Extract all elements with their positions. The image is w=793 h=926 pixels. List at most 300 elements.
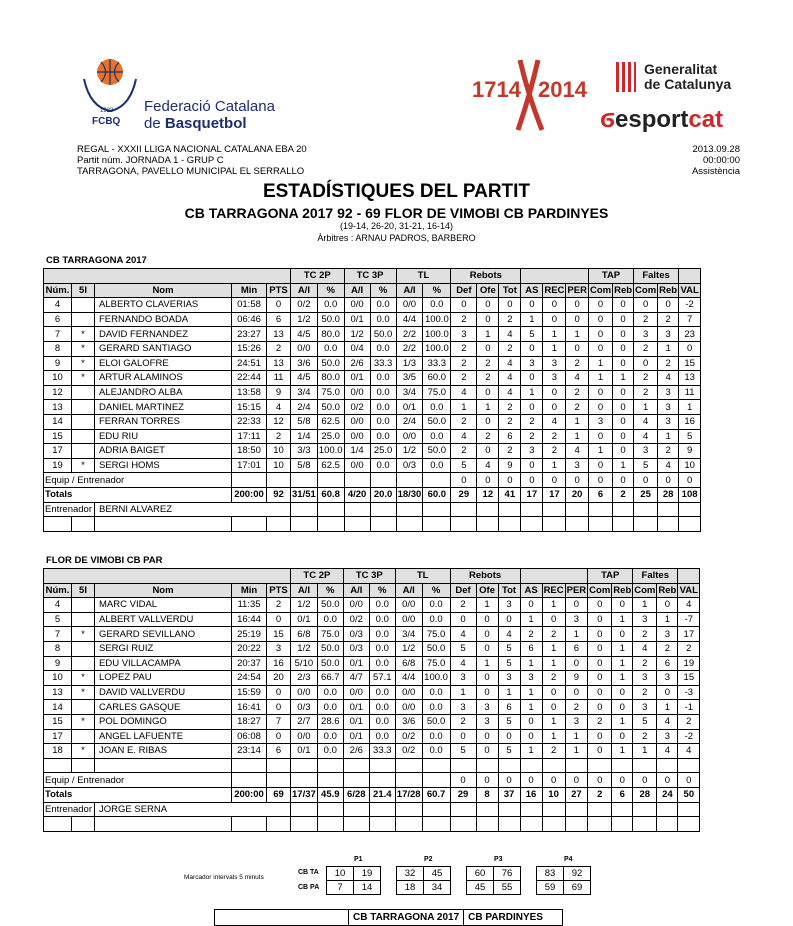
blank-cell [396,517,423,532]
blank-cell [343,817,369,832]
player-row [44,671,700,686]
stat-cell: 0.0 [317,744,343,759]
totals-row [44,487,701,502]
blank-cell [291,802,318,817]
stat-cell: 3 [633,612,657,627]
stat-cell: 2 [450,598,476,613]
stat-cell: 0 [588,744,612,759]
player-number: 19 [44,458,72,473]
bottom-summary-table [214,909,563,926]
stat-cell: 0 [679,341,701,356]
column-header: Reb [658,584,677,596]
blank-cell [395,817,422,832]
stat-cell: 0/0 [344,458,370,473]
interval-score: 19 [354,867,381,881]
gencat-name [644,62,731,92]
stat-cell: 1 [520,700,542,715]
stat-cell: 23 [679,327,701,342]
stat-cell: 1 [542,729,565,744]
stat-cell: 23:14 [232,744,267,759]
stat-cell: 25.0 [317,429,344,444]
stat-cell: 0 [613,473,634,488]
stat-cell: 0 [657,598,678,613]
stat-cell: 0 [267,298,291,313]
stat-cell: 2 [543,429,566,444]
stat-cell: 0 [521,400,543,415]
stat-cell: 0.0 [369,685,395,700]
stat-cell [72,641,95,656]
stat-cell: 0 [520,714,542,729]
blank-cell [520,802,542,817]
stat-cell: 0.0 [370,400,396,415]
stat-cell: 2 [451,312,477,327]
player-number: 17 [44,729,72,744]
stat-cell: 3/3 [291,444,318,459]
stat-cell: 50.0 [370,327,396,342]
stat-cell: 5 [498,744,520,759]
player-name: LOPEZ PAU [95,671,232,686]
stat-cell: 4 [634,429,658,444]
blank-cell [612,802,633,817]
stat-cell: 0 [612,729,633,744]
blank-cell [423,502,451,517]
stat-cell: 0 [613,400,634,415]
stat-cell: 1 [477,327,499,342]
interval-score: 7 [327,881,354,895]
player-number: 14 [44,700,72,715]
stat-cell: 0 [612,627,633,642]
stat-cell: 9 [679,444,701,459]
header-row-groups [44,269,701,284]
player-number: 8 [44,641,72,656]
player-name: MARC VIDAL [95,598,232,613]
stat-cell: 24:54 [232,671,267,686]
stat-cell: -2 [678,729,700,744]
competition: REGAL - XXXII LLIGA NACIONAL CATALANA EBA 20 [77,144,307,155]
column-header: Ofe [476,583,498,598]
blank-cell [344,517,370,532]
stat-cell: 0 [588,458,612,473]
federation-line2-bold: Basquetbol [164,115,247,132]
stat-cell: 0 [520,598,542,613]
stat-cell: 1 [542,641,565,656]
stat-cell: -1 [678,700,700,715]
stat-cell: 0 [476,729,498,744]
stat-cell: 1/2 [291,312,318,327]
stat-cell [72,312,95,327]
blank-cell [291,502,318,517]
blank-cell [542,758,565,773]
stat-cell: 3 [476,714,498,729]
stat-cell: 0/0 [291,729,318,744]
stat-cell: 2 [451,341,477,356]
stat-cell: 1 [476,656,498,671]
stat-cell: -2 [679,298,701,313]
blank-cell [451,517,477,532]
stat-cell: 2/4 [396,414,423,429]
stat-cell: 0 [588,400,612,415]
coach-label: Entrenador [44,502,95,517]
stat-cell: 0 [613,298,634,313]
totals-label: Totals [44,487,232,502]
stat-cell: 9 [499,458,521,473]
column-header: Def [451,283,477,298]
stat-cell: 2 [678,714,700,729]
stat-cell: 3 [565,714,588,729]
stat-cell: 17:11 [232,429,267,444]
stat-cell: 0/0 [343,598,369,613]
stat-cell: 5 [633,714,657,729]
stat-cell: 1/2 [344,327,370,342]
stat-cell: 1/3 [396,356,423,371]
blank-cell [95,758,232,773]
stat-cell: 1 [612,656,633,671]
column-header: A/I [291,583,318,598]
header-blank [520,569,588,584]
stat-cell: 6 [267,312,291,327]
header-tc2p: TC 2P [291,569,344,584]
stat-cell: 0.0 [422,685,450,700]
stat-cell: 3 [520,671,542,686]
stat-cell: 2 [588,714,612,729]
stat-cell: 0.0 [369,627,395,642]
stat-cell: 0 [565,656,588,671]
stat-cell: 0/0 [291,685,318,700]
stat-cell: 22:33 [232,414,267,429]
stat-cell: 2 [499,444,521,459]
stat-cell: 1 [566,327,589,342]
stat-cell: 5 [498,656,520,671]
blank-cell [232,517,267,532]
blank-cell [395,758,422,773]
player-number: 6 [44,312,72,327]
stat-cell: 2/3 [291,671,318,686]
stat-cell: * [72,327,95,342]
stat-cell: 15 [267,627,291,642]
scoreboard-label: Marcador intervals 5 minuts [184,874,264,881]
stat-cell: 0 [566,298,589,313]
stat-cell: 0.0 [370,371,396,386]
column-header: Núm. [44,583,72,598]
blank-cell [422,773,450,788]
stat-cell: 5/8 [291,458,318,473]
stat-cell: 2 [543,444,566,459]
blank-cell [72,817,95,832]
stat-cell: 16 [679,414,701,429]
stat-cell: 0 [542,685,565,700]
stat-cell: 33.3 [370,356,396,371]
total-cell: 10 [542,787,565,802]
stat-cell: 0.0 [423,458,451,473]
stat-cell: 18:27 [232,714,267,729]
stat-cell: 0/3 [343,627,369,642]
stat-cell: 4 [633,641,657,656]
column-header: % [369,583,395,598]
stat-cell: 0 [613,429,634,444]
stat-cell: 2 [499,400,521,415]
bottom-team2: CB PARDINYES [464,910,563,926]
stat-cell: 0/3 [343,641,369,656]
period-label: P3 [494,856,503,863]
blank-cell [370,502,396,517]
stat-cell: 0/1 [343,714,369,729]
column-header: Reb [613,584,632,596]
stat-cell: 6 [657,656,678,671]
stat-cell: 0 [476,671,498,686]
stat-cell: 4 [658,458,679,473]
stat-cell: 16:44 [232,612,267,627]
team-equip-row [44,473,701,488]
federation-line2 [144,115,275,132]
stat-cell: 0/0 [344,298,370,313]
stat-cell [72,444,95,459]
column-header: PTS [267,583,291,598]
stat-cell: 0 [476,685,498,700]
blank-cell [369,817,395,832]
stat-cell: 3/4 [396,385,423,400]
blank-row [44,517,701,532]
stat-cell: 3/6 [395,714,422,729]
total-cell: 20.0 [370,487,396,502]
stat-cell: 0 [588,700,612,715]
fcbq-year: 1923 [100,108,114,114]
blank-cell [422,802,450,817]
stat-cell: 20:37 [232,656,267,671]
total-cell: 27 [565,787,588,802]
total-cell: 29 [450,787,476,802]
stat-cell: 0/0 [343,685,369,700]
stat-cell: 1 [633,744,657,759]
stat-cell: 0 [521,371,543,386]
stat-cell: * [72,627,95,642]
stat-cell: 0/2 [395,744,422,759]
player-name: FERRAN TORRES [95,414,232,429]
stat-cell: 2 [634,312,658,327]
stat-cell: 50.0 [317,641,343,656]
scoreboard-team-b: CB PA [298,884,320,891]
stat-cell: 0 [543,473,566,488]
player-number: 8 [44,341,72,356]
stat-cell: 0/3 [291,700,318,715]
stat-cell: 0 [521,458,543,473]
stat-cell: 33.3 [423,356,451,371]
stat-cell: 2 [477,356,499,371]
player-number: 13 [44,400,72,415]
blank-cell [317,502,344,517]
interval-score: 55 [494,881,521,895]
stat-cell: 0.0 [317,298,344,313]
player-number: 17 [44,444,72,459]
interval-score: 32 [397,867,424,881]
blank-cell [634,517,658,532]
blank-cell [344,502,370,517]
stat-cell: 6 [565,641,588,656]
stat-cell: 0 [267,612,291,627]
total-cell: 20 [566,487,589,502]
blank-cell [678,758,700,773]
blank-cell [476,758,498,773]
stat-cell: 3/4 [395,627,422,642]
player-name: SERGI RUIZ [95,641,232,656]
stat-cell: 2 [657,641,678,656]
total-cell: 45.9 [317,787,343,802]
player-name: ANGEL LAFUENTE [95,729,232,744]
stat-cell: 2 [658,356,679,371]
stat-cell: 0 [588,473,612,488]
blank-cell [588,802,612,817]
stat-cell: 2 [566,400,589,415]
player-row [44,312,701,327]
stat-cell: 3 [658,414,679,429]
player-row [44,341,701,356]
stat-cell: 13 [267,327,291,342]
blank-cell [423,473,451,488]
stat-cell: 50.0 [317,312,344,327]
blank-cell [291,517,318,532]
stat-cell: 7 [267,714,291,729]
stat-cell: 75.0 [423,385,451,400]
header-rebots: Rebots [450,569,520,584]
player-number: 9 [44,356,72,371]
column-header: Ofe [477,283,499,298]
blank-cell [566,502,589,517]
bottom-blank-cell [215,910,349,926]
stat-cell: 0/3 [396,458,423,473]
stat-cell: 4 [657,714,678,729]
stat-cell: 2 [633,685,657,700]
stat-cell: 1 [543,327,566,342]
blank-cell [267,817,291,832]
stat-cell: 3/5 [396,371,423,386]
player-row [44,612,700,627]
player-name: POL DOMINGO [95,714,232,729]
total-cell: 17 [521,487,543,502]
stat-cell: 2 [634,341,658,356]
stat-cell: 0/0 [395,598,422,613]
total-cell: 200:00 [232,787,267,802]
esportcat-part2: cat [688,106,724,133]
stat-cell: 0 [588,429,612,444]
player-row [44,444,701,459]
stat-cell: 4 [566,371,589,386]
total-cell: 50 [678,787,700,802]
stat-cell: 1 [565,627,588,642]
column-header: Com [634,584,656,596]
player-number: 18 [44,744,72,759]
column-header: AS [521,283,543,298]
stat-cell: 50.0 [317,598,343,613]
stat-cell: * [72,671,95,686]
stat-cell: 0.0 [370,429,396,444]
stat-cell: 2 [267,341,291,356]
stat-cell: 1 [612,641,633,656]
stat-cell: 20:22 [232,641,267,656]
player-row [44,356,701,371]
stat-cell: 4 [678,598,700,613]
gencat-line1: Generalitat [644,61,718,77]
stat-cell: 2 [451,414,477,429]
blank-cell [343,773,369,788]
match-info [77,144,307,177]
total-cell: 16 [520,787,542,802]
blank-cell [633,817,657,832]
player-row [44,327,701,342]
blank-cell [422,758,450,773]
match-result: CB TARRAGONA 2017 92 - 69 FLOR DE VIMOBI CB PARDINYES [184,205,609,221]
stat-cell: 6 [498,700,520,715]
stat-cell: 0.0 [370,298,396,313]
stat-cell: 5 [451,458,477,473]
stat-cell: 1 [658,341,679,356]
stat-cell: 0 [613,356,634,371]
stat-cell: 0 [450,773,476,788]
total-cell: 28 [658,487,679,502]
stat-cell: 0 [612,773,633,788]
blank-cell [499,502,521,517]
stat-cell: 13 [679,371,701,386]
stat-cell: 80.0 [317,327,344,342]
column-header: 5I [72,583,95,598]
stat-cell: 1 [588,371,612,386]
fcbq-abbr: FCBQ [92,116,121,127]
stat-cell: 0 [657,685,678,700]
stat-cell: 0.0 [317,341,344,356]
stat-cell: 1/2 [291,598,318,613]
stat-cell: 0 [476,641,498,656]
stat-cell: 2 [499,341,521,356]
stat-cell: 0 [565,598,588,613]
team1-stats-table [43,268,701,532]
stat-cell: 0/0 [344,414,370,429]
stat-cell: 2 [542,671,565,686]
blank-cell [267,773,291,788]
total-cell: 200:00 [232,487,267,502]
column-header: % [423,283,451,298]
federation-name [144,98,275,132]
player-row [44,414,701,429]
stat-cell: 3 [451,327,477,342]
match-number: Partit núm. JORNADA 1 - GRUP C [77,155,224,166]
stat-cell: 0 [543,400,566,415]
stat-cell: 0 [588,729,612,744]
total-cell: 31/51 [292,489,316,501]
blank-cell [291,473,318,488]
blank-cell [343,802,369,817]
stat-cell: 20 [267,671,291,686]
player-number: 10 [44,671,72,686]
stat-cell: 3 [633,700,657,715]
blank-cell [565,802,588,817]
blank-row [44,758,700,773]
blank-cell [291,758,318,773]
stat-cell: 0 [477,341,499,356]
interval-score: 76 [494,867,521,881]
tricentenary-logo [470,55,595,135]
stat-cell: 3 [450,700,476,715]
stat-cell: 0 [477,312,499,327]
stat-cell: 0.0 [369,612,395,627]
stat-cell: 13 [267,356,291,371]
stat-cell: 0 [521,473,543,488]
stat-cell: 5 [679,429,701,444]
stat-cell: 1 [521,312,543,327]
stat-cell: 2 [450,714,476,729]
stat-cell: 1 [657,700,678,715]
stat-cell: 5 [634,458,658,473]
stat-cell: 15:59 [232,685,267,700]
stat-cell: 100.0 [423,341,451,356]
stat-cell: 1 [543,458,566,473]
